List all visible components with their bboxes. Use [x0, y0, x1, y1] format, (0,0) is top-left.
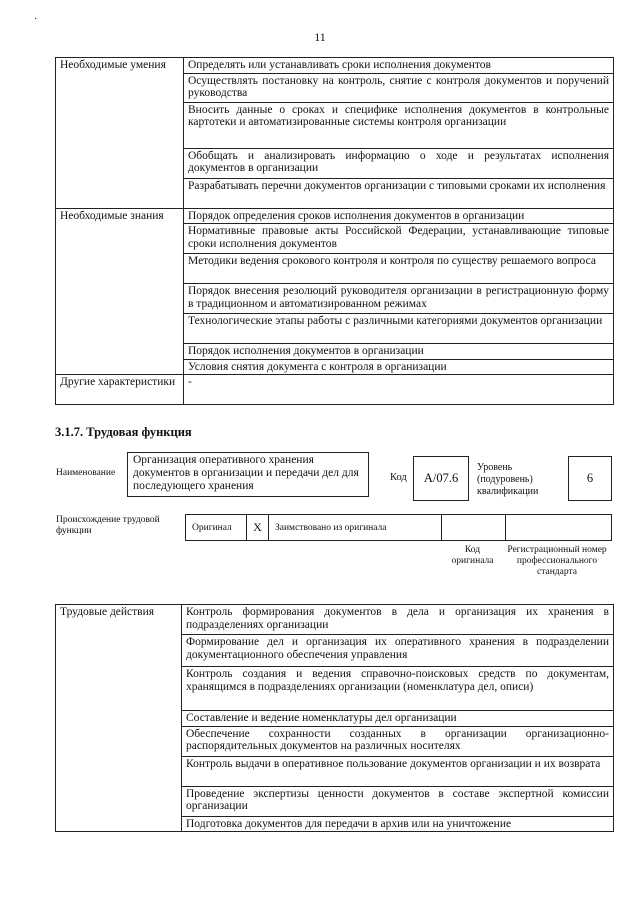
knowledge-item: Порядок исполнения документов в организации	[184, 344, 614, 360]
skills-knowledge-table	[55, 57, 614, 405]
labor-action-item: Контроль создания и ведения справочно-поисковых средств по документам, хранящимся в подразделениях организации (номенклатура дел, описи)	[182, 667, 614, 711]
knowledge-label: Необходимые знания	[56, 208, 184, 375]
labor-actions-label: Трудовые действия	[56, 605, 182, 832]
knowledge-item: Порядок внесения резолюций руководителя организации в регистрационную форму в традиционном и автоматизированном режимах	[184, 284, 614, 314]
labor-action-item: Проведение экспертизы ценности документов в составе экспертной комиссии организации	[182, 786, 614, 816]
other-label: Другие характеристики	[56, 375, 184, 405]
reg-number-cell	[505, 515, 613, 540]
original-mark: X	[253, 520, 262, 534]
original-code-cell	[441, 515, 505, 540]
knowledge-item: Условия снятия документа с контроля в организации	[184, 359, 614, 375]
skills-label: Необходимые умения	[56, 58, 184, 209]
code-caption: Код оригинала	[451, 545, 494, 566]
page-number: 11	[314, 30, 326, 44]
other-value: -	[184, 375, 614, 405]
knowledge-item: Технологические этапы работы с различными категориями документов организации	[184, 314, 614, 344]
knowledge-item: Порядок определения сроков исполнения документов в организации	[184, 208, 614, 224]
page-mark: ·	[34, 14, 38, 25]
knowledge-item: Нормативные правовые акты Российской Федерации, устанавливающие типовые сроки исполнения документов	[184, 224, 614, 254]
labor-action-item: Обеспечение сохранности созданных в организации организационно-распорядительных документов на различных носителях	[182, 726, 614, 756]
function-name-box	[127, 452, 369, 497]
level-value: 6	[586, 471, 594, 485]
skill-item: Обобщать и анализировать информацию о ходе и результатах исполнения документов в организации	[184, 148, 614, 178]
borrowed-cell	[268, 515, 441, 540]
labor-actions-table	[55, 604, 614, 832]
skill-item: Определять или устанавливать сроки исполнения документов	[184, 58, 614, 74]
name-label: Наименование	[56, 468, 116, 478]
skill-item: Вносить данные о сроках и специфике исполнения документов в контрольные картотеки и автоматизированные системы контроля организации	[184, 102, 614, 148]
level-box	[568, 456, 612, 501]
origin-row	[185, 514, 612, 541]
code-value: A/07.6	[423, 471, 459, 485]
reg-caption: Регистрационный номер профессионального стандарта	[507, 545, 607, 577]
original-label: Оригинал	[192, 522, 232, 533]
labor-action-item: Подготовка документов для передачи в архив или на уничтожение	[182, 816, 614, 832]
labor-action-item: Контроль выдачи в оперативное пользование документов организации и их возврата	[182, 756, 614, 786]
skill-item: Разрабатывать перечни документов организации с типовыми сроками их исполнения	[184, 178, 614, 208]
original-cell	[186, 515, 246, 540]
code-box	[413, 456, 469, 501]
code-label: Код	[390, 472, 407, 483]
borrowed-label: Заимствовано из оригинала	[275, 522, 387, 533]
origin-label: Происхождение трудовой функции	[56, 515, 160, 536]
labor-action-item: Составление и ведение номенклатуры дел организации	[182, 711, 614, 727]
labor-action-item: Контроль формирования документов в дела и организация их хранения в подразделениях организации	[182, 605, 614, 635]
original-mark-cell	[246, 515, 268, 540]
skill-item: Осуществлять постановку на контроль, снятие с контроля документов и поручений руководства	[184, 73, 614, 102]
level-label: Уровень (подуровень) квалификации	[477, 462, 539, 497]
function-name: Организация оперативного хранения документов в организации и передачи дел для последующего хранения	[133, 454, 359, 492]
labor-action-item: Формирование дел и организация их оперативного хранения в подразделении документационного обеспечения управления	[182, 635, 614, 667]
knowledge-item: Методики ведения срокового контроля и контроля по существу решаемого вопроса	[184, 254, 614, 284]
section-title: 3.1.7. Трудовая функция	[55, 425, 192, 439]
